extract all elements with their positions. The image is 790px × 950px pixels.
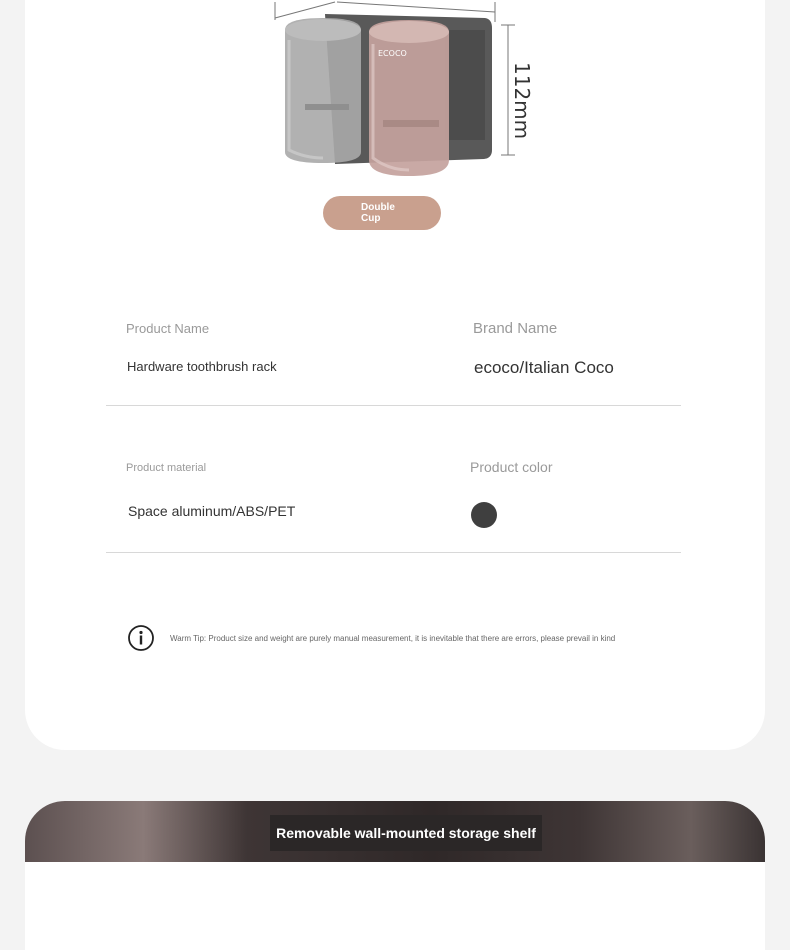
brand-name-value: ecoco/Italian Coco — [474, 358, 614, 377]
banner-title: Removable wall-mounted storage shelf — [276, 825, 536, 841]
product-name-label: Product Name — [126, 321, 210, 336]
section-banner — [25, 801, 765, 862]
banner-title-box — [270, 815, 542, 851]
material-value: Space aluminum/ABS/PET — [128, 503, 296, 519]
product-name-value: Hardware toothbrush rack — [127, 359, 277, 374]
color-label: Product color — [470, 459, 553, 475]
badge-label: Double Cup — [361, 202, 395, 224]
info-icon — [128, 625, 154, 651]
dimension-label: 112mm — [510, 62, 534, 140]
cup-logo-text: ECOCO — [378, 49, 407, 58]
warm-tip-text: Warm Tip: Product size and weight are purely manual measurement, it is inevitable that there are errors, please prevail in kind — [170, 634, 616, 643]
divider — [106, 405, 681, 406]
brand-name-label: Brand Name — [473, 320, 558, 337]
color-swatch — [471, 502, 497, 528]
next-section-card — [25, 862, 765, 950]
double-cup-badge — [323, 196, 441, 230]
material-label: Product material — [126, 462, 207, 474]
divider — [106, 552, 681, 553]
